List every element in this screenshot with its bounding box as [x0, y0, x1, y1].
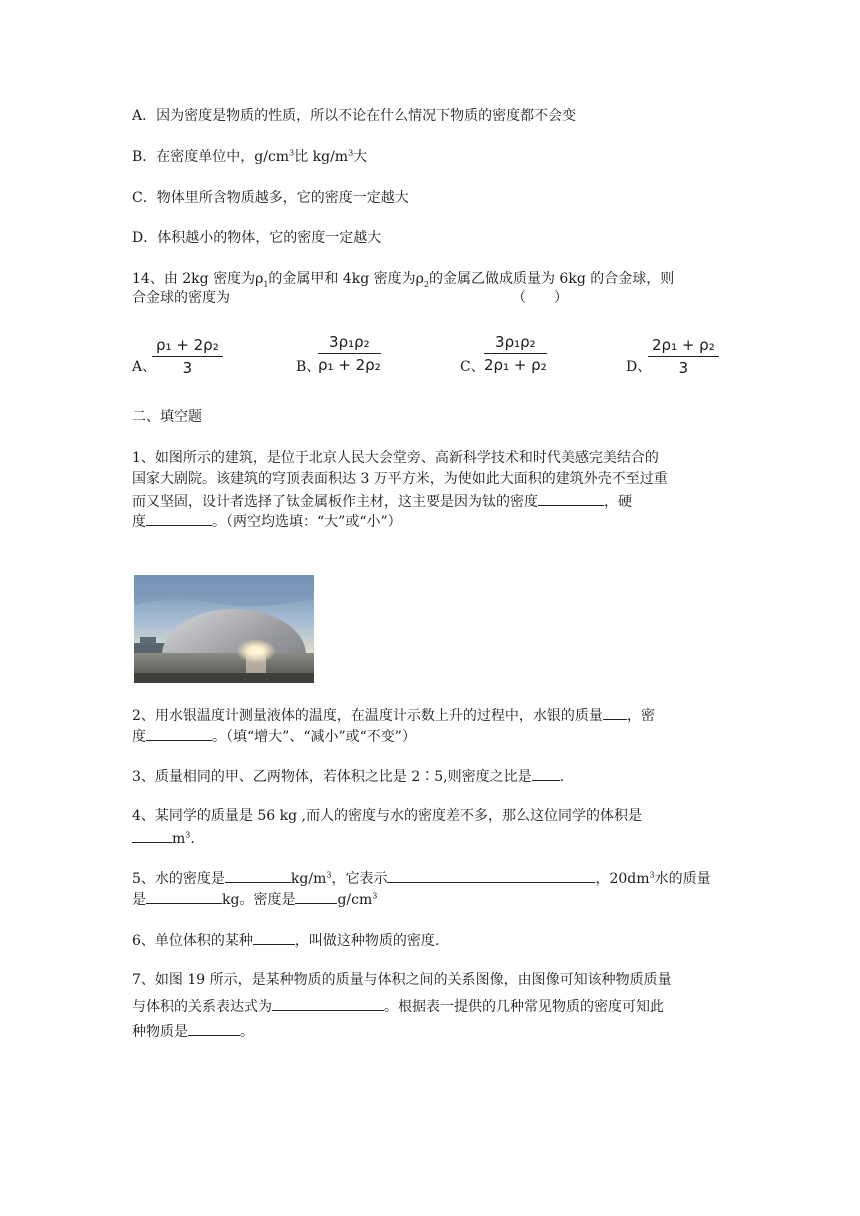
q14-choice-a-fraction	[152, 336, 223, 377]
q14-choice-c-label: C、	[460, 359, 485, 375]
q14-line-2: 合金球的密度为 （ ）	[132, 290, 568, 306]
fraction-denominator: 3	[678, 359, 689, 377]
q13-option-b: B．在密度单位中，$g/cm^3$比 $kg/m^3$大	[132, 148, 368, 165]
fraction-numerator: 3ρ₁ρ₂	[318, 333, 381, 354]
q1-line-3: 而又坚固，设计者选择了钛金属板作主材，这主要是因为钛的密度 ，硬	[132, 491, 632, 511]
q14-choice-b-label: B、	[296, 359, 321, 375]
answer-blank[interactable]	[146, 726, 212, 741]
answer-blank[interactable]	[132, 828, 172, 843]
section-heading: 二、填空题	[132, 409, 202, 425]
q2-line-1: 2、用水银温度计测量液体的温度，在温度计示数上升的过程中，水银的质量 ，密	[132, 705, 655, 725]
fraction-denominator: ρ₁ + 2ρ₂	[318, 356, 381, 374]
q7-line-3: 种物质是 。	[132, 1021, 254, 1041]
answer-blank[interactable]	[532, 766, 560, 781]
q7-line-1: 7、如图 19 所示，是某种物质的质量与体积之间的关系图像，由图像可知该种物质质量	[132, 972, 672, 988]
q4-line-1: 4、某同学的质量是 56 kg ,而人的密度与水的密度差不多，那么这位同学的体积是	[132, 808, 642, 824]
answer-blank[interactable]	[188, 1021, 240, 1036]
fraction-numerator: 2ρ₁ + ρ₂	[648, 336, 719, 357]
answer-blank[interactable]	[146, 889, 222, 904]
fraction-numerator: ρ₁ + 2ρ₂	[152, 336, 223, 357]
q13-option-c: C．物体里所含物质越多，它的密度一定越大	[132, 190, 409, 206]
q2-line-2: 度 。（填“增大”、“减小”或“不变”）	[132, 726, 416, 746]
q13-option-a: A．因为密度是物质的性质，所以不论在什么情况下物质的密度都不会变	[132, 108, 577, 124]
q6-line: 6、单位体积的某种 ，叫做这种物质的密度.	[132, 930, 439, 950]
answer-blank[interactable]	[387, 868, 595, 883]
answer-blank[interactable]	[253, 930, 295, 945]
answer-blank[interactable]	[538, 491, 604, 506]
q1-line-2: 国家大剧院。该建筑的穹顶表面积达 3 万平方米，为使如此大面积的建筑外壳不至过重	[132, 471, 668, 487]
answer-blank[interactable]	[272, 996, 384, 1011]
answer-blank[interactable]	[603, 705, 627, 720]
answer-blank[interactable]	[295, 889, 337, 904]
q1-line-4: 度 。（两空均选填：“大”或“小”）	[132, 511, 402, 531]
q14-choice-d-fraction	[648, 336, 719, 377]
fraction-numerator: 3ρ₁ρ₂	[484, 333, 547, 354]
q5-line-2: 是 kg。密度是 $g/cm^3$	[132, 889, 377, 909]
q13-option-d: D．体积越小的物体，它的密度一定越大	[132, 230, 382, 246]
q3-line: 3、质量相同的甲、乙两物体，若体积之比是 2∶5,则密度之比是 .	[132, 766, 564, 786]
answer-blank[interactable]	[225, 868, 291, 883]
q7-line-2: 与体积的关系表达式为 。根据表一提供的几种常见物质的密度可知此	[132, 996, 664, 1016]
fraction-denominator: 2ρ₁ + ρ₂	[484, 356, 547, 374]
q14-choice-a-label: A、	[132, 359, 157, 375]
q1-line-1: 1、如图所示的建筑，是位于北京人民大会堂旁、高新科学技术和时代美感完美结合的	[132, 450, 659, 466]
answer-paren: （ ）	[512, 290, 568, 306]
q5-line-1: 5、水的密度是 $kg/m^3$，它表示 ，$20dm^3$水的质量	[132, 868, 711, 888]
q14-choice-b-fraction	[318, 333, 381, 374]
national-grand-theatre-photo	[134, 575, 314, 683]
fraction-denominator: 3	[182, 359, 193, 377]
q4-line-2: $m^3$.	[132, 828, 195, 848]
q14-choice-d-label: D、	[626, 359, 652, 375]
q14-line-1: 14、由 2kg 密度为$\rho_1$的金属甲和 4kg 密度为$\rho_2$的金属乙做成质量为 6kg 的合金球，则	[132, 271, 675, 289]
answer-blank[interactable]	[146, 511, 212, 526]
q14-choice-c-fraction	[484, 333, 547, 374]
